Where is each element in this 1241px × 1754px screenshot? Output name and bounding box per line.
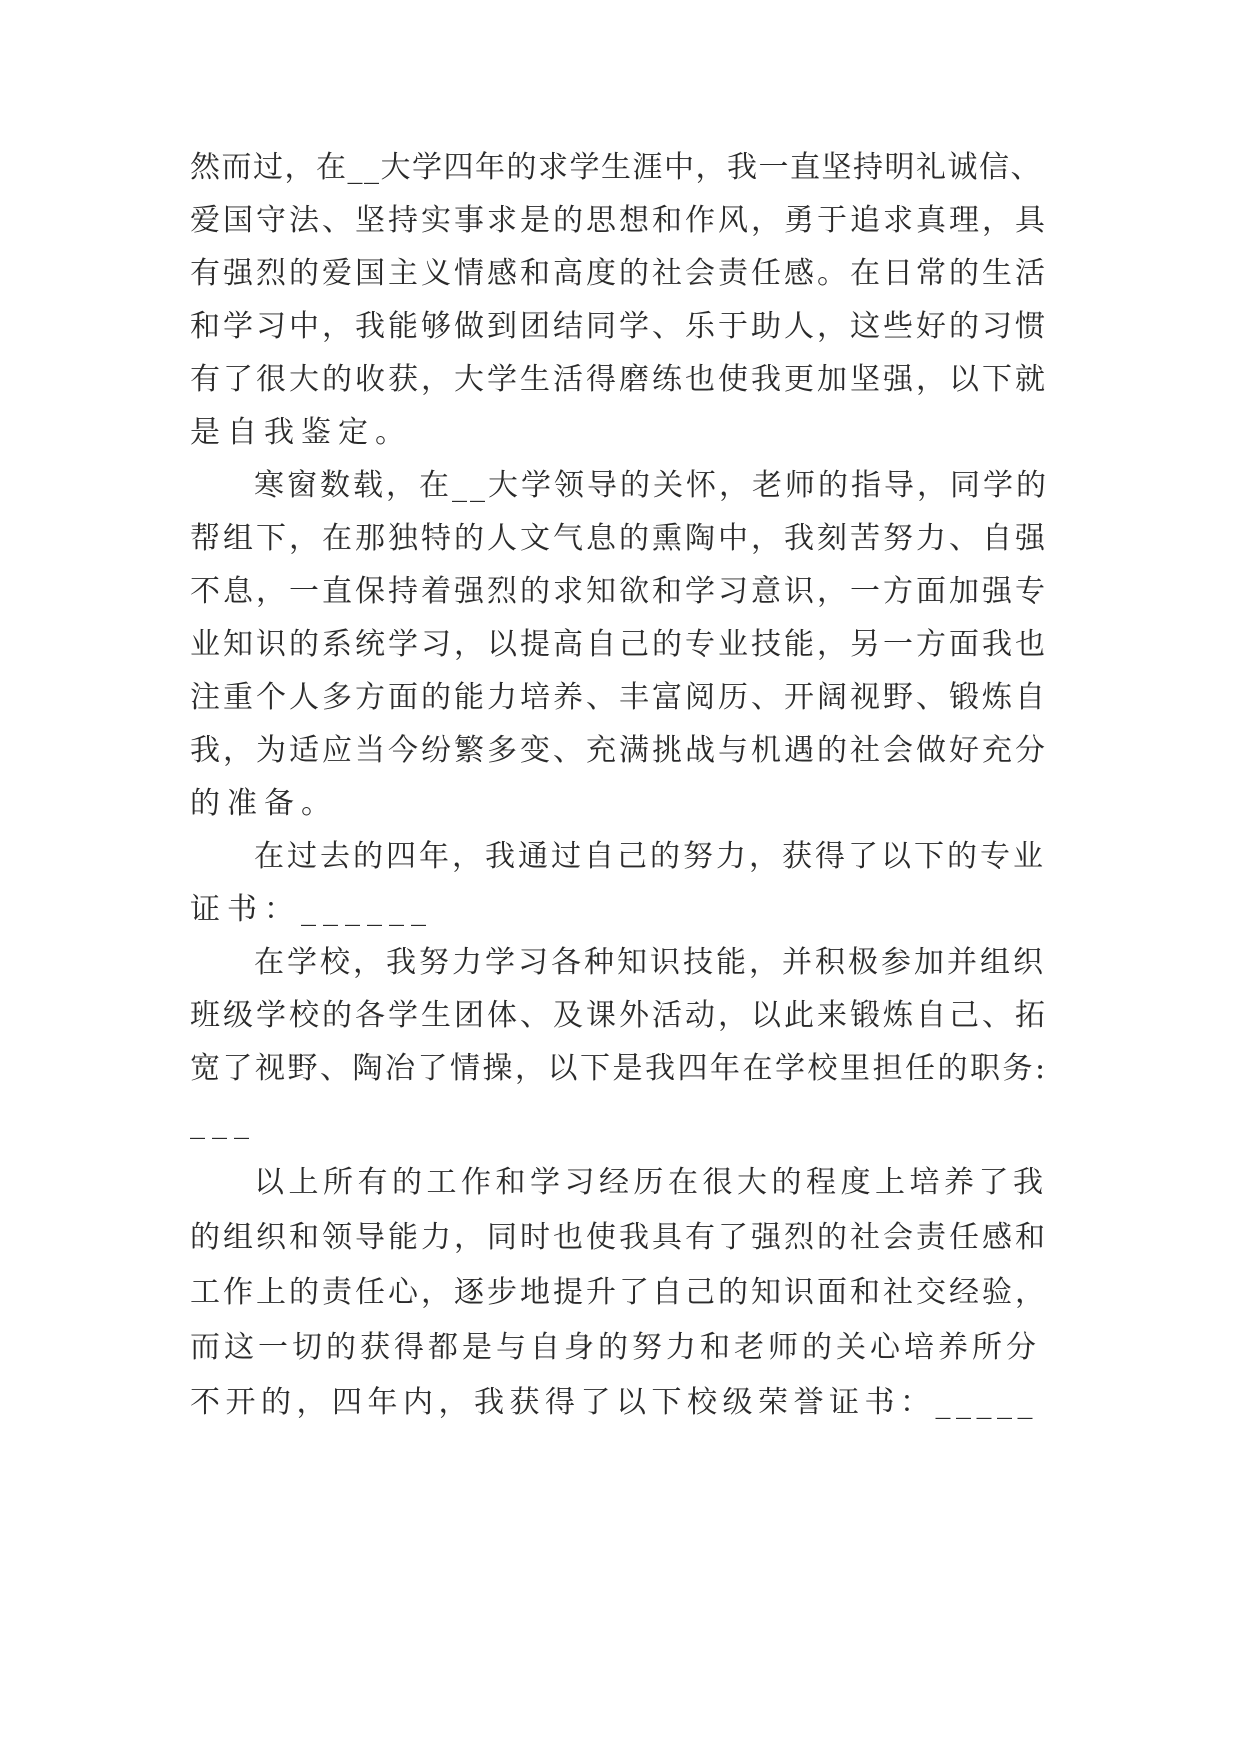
text-line: 是自我鉴定。 (190, 415, 412, 450)
text-line: 工作上的责任心，逐步地提升了自己的知识面和社交经验， (190, 1275, 1048, 1310)
text-line: 有强烈的爱国主义情感和高度的社会责任感。在日常的生活 (190, 256, 1048, 291)
text-line: 帮组下，在那独特的人文气息的熏陶中，我刻苦努力、自强 (190, 521, 1048, 556)
text-line: 和学习中，我能够做到团结同学、乐于助人，这些好的习惯 (190, 309, 1048, 344)
text-line: 的准备。 (190, 786, 338, 821)
text-line: 在过去的四年，我通过自己的努力，获得了以下的专业 (254, 839, 1046, 874)
text-line: 证书：______ (190, 892, 433, 927)
text-line: 我，为适应当今纷繁多变、充满挑战与机遇的社会做好充分 (190, 733, 1048, 768)
text-line: 有了很大的收获，大学生活得磨练也使我更加坚强，以下就 (190, 362, 1048, 397)
blank-placeholder: ___ (190, 1105, 256, 1140)
text-line: 而这一切的获得都是与自身的努力和老师的关心培养所分 (190, 1330, 1040, 1365)
text-line: 以上所有的工作和学习经历在很大的程度上培养了我 (254, 1165, 1048, 1200)
text-line: 业知识的系统学习，以提高自己的专业技能，另一方面我也 (190, 627, 1048, 662)
text-line: 宽了视野、陶冶了情操，以下是我四年在学校里担任的职务: (190, 1051, 1048, 1086)
text-line: 寒窗数载，在__大学领导的关怀，老师的指导，同学的 (254, 468, 1049, 503)
text-line: 不息，一直保持着强烈的求知欲和学习意识，一方面加强专 (190, 574, 1048, 609)
text-line: 在学校，我努力学习各种知识技能，并积极参加并组织 (254, 945, 1046, 980)
text-line: 注重个人多方面的能力培养、丰富阅历、开阔视野、锻炼自 (190, 680, 1048, 715)
text-line: 不开的，四年内，我获得了以下校级荣誉证书：_____ (190, 1385, 1038, 1420)
text-line: 然而过，在__大学四年的求学生涯中，我一直坚持明礼诚信、 (190, 150, 1042, 185)
text-line: 爱国守法、坚持实事求是的思想和作风，勇于追求真理，具 (190, 203, 1048, 238)
text-line: 的组织和领导能力，同时也使我具有了强烈的社会责任感和 (190, 1220, 1048, 1255)
text-line: 班级学校的各学生团体、及课外活动，以此来锻炼自己、拓 (190, 998, 1048, 1033)
